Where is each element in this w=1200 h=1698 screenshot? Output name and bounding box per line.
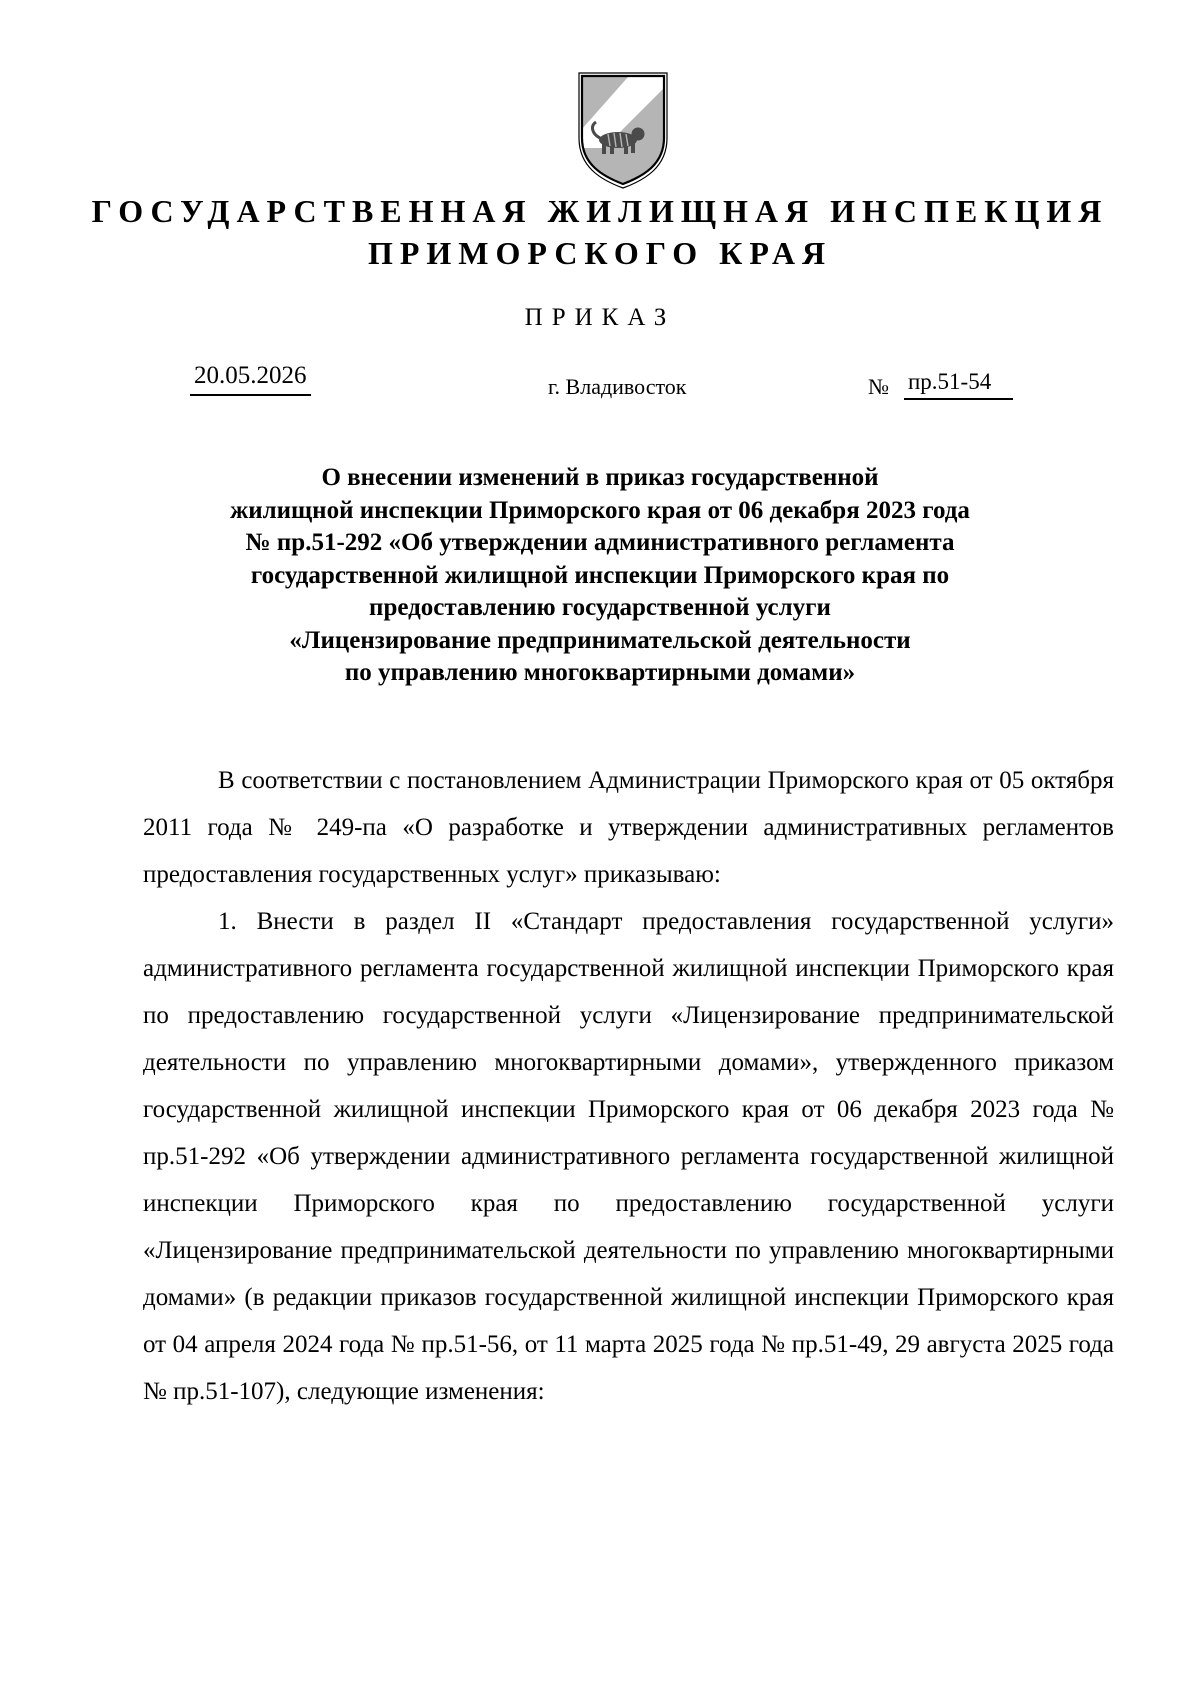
organization-title-line-2: ПРИМОРСКОГО КРАЯ (367, 235, 833, 271)
body-paragraph-preamble: В соответствии с постановлением Администрации Приморского края от 05 октября 2011 года № 249-па «О разработке и утверждении административных регламентов предоставления государственных услуг» приказываю: (143, 767, 1114, 888)
heading-line: жилищной инспекции Приморского края от 06 декабря 2023 года (230, 496, 970, 524)
heading-line: государственной жилищной инспекции Приморского края по (250, 561, 950, 589)
heading-line: предоставлению государственной услуги (369, 594, 831, 621)
document-number-label: № (868, 374, 889, 399)
heading-line: «Лицензирование предпринимательской деятельности (289, 626, 911, 654)
heading-line: № пр.51-292 «Об утверждении административного регламента (245, 529, 955, 556)
document-heading (150, 462, 1050, 690)
body-paragraph-item-1: 1. Внести в раздел II «Стандарт предоставления государственной услуги» административного регламента государственной жилищной инспекции Приморского края по предоставлению государственной услуги «Лицензирование предпринимательской деятельности по управлению многоквартирными домами», утвержденного приказом государственной жилищной инспекции Приморского края от 06 декабря 2023 года № пр.51-292 «Об утверждении административного регламента государственной жилищной инспекции Приморского края по предоставлению государственной услуги «Лицензирование предпринимательской деятельности по управлению многоквартирными домами» (в редакции приказов государственной жилищной инспекции Приморского края от 04 апреля 2024 года № пр.51-56, от 11 марта 2025 года № пр.51-49, 29 августа 2025 года № пр.51-107), следующие изменения: (143, 908, 1114, 1405)
document-number: пр.51-54 (904, 369, 1013, 400)
organization-title (0, 190, 1200, 274)
document-body (143, 757, 1114, 1415)
coat-of-arms-emblem (574, 68, 672, 190)
organization-title-line-1: ГОСУДАРСТВЕННАЯ ЖИЛИЩНАЯ ИНСПЕКЦИЯ (91, 193, 1109, 229)
document-kind: ПРИКАЗ (524, 304, 676, 331)
document-date: 20.05.2026 (190, 362, 311, 396)
document-city: г. Владивосток (548, 374, 687, 399)
heading-line: по управлению многоквартирными домами» (344, 659, 856, 686)
heading-line: О внесении изменений в приказ государственной (321, 464, 879, 491)
